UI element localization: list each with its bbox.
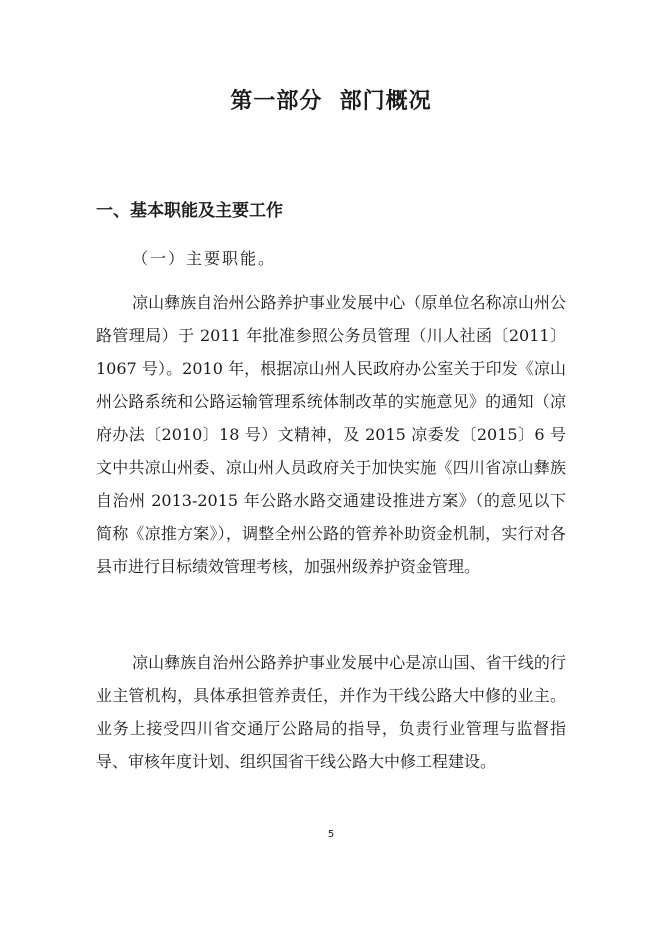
subheading: （一）主要职能。 [132,249,277,268]
paragraph-2: 凉山彝族自治州公路养护事业发展中心是凉山国、省干线的行业主管机构，具体承担管养责任，并作为干线公路大中修的业主。业务上接受四川省交通厅公路局的指导，负责行业管理与监督指导、审核年度计划、组织国省干线公路大中修工程建设。 [96,653,566,771]
paragraph-1: 凉山彝族自治州公路养护事业发展中心（原单位名称凉山州公路管理局）于 2011 年批准参照公务员管理（川人社函〔2011〕1067 号）。2010 年，根据凉山州人民政府办公室关于印发《凉山州公路系统和公路运输管理系统体制改革的实施意见》的通知（凉府办法〔2010〕18 号）文精神，及 2015 凉委发〔2015〕6 号文中共凉山州委、凉山州人员政府关于加快实施《四川省凉山彝族自治州 2013-2015 年公路水路交通建设推进方案》（的意见以下简称《凉推方案》），调整全州公路的管养补助资金机制，实行对各县市进行目标绩效管理考核，加强州级养护资金管理。 [96,293,566,576]
page-title: 第一部分 部门概况 [230,89,432,114]
section-heading: 一、基本职能及主要工作 [96,201,283,221]
page-number: 5 [327,829,335,840]
